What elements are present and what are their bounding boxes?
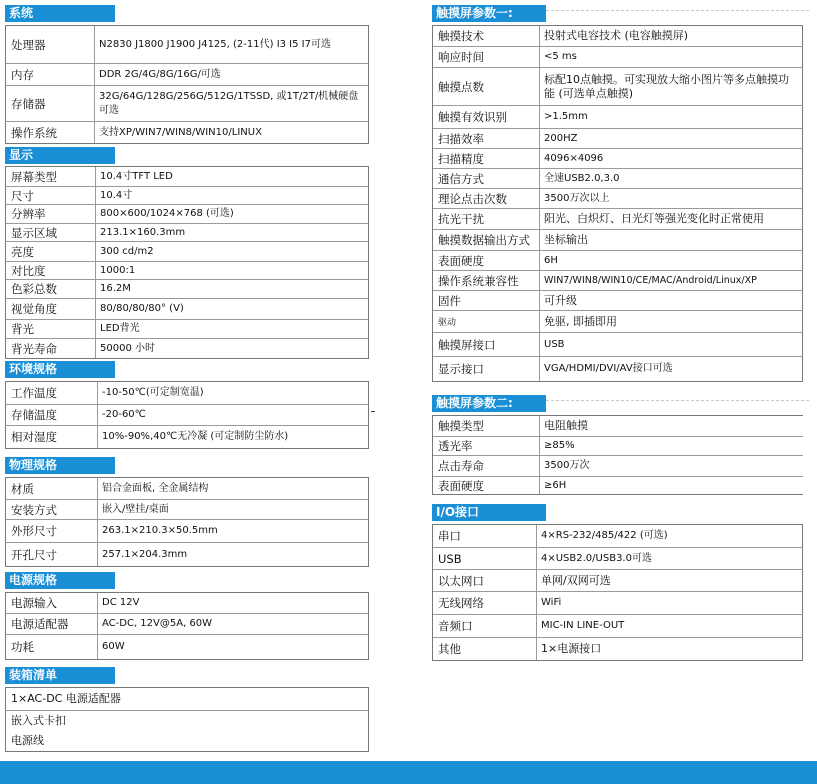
table-row [6,86,368,122]
spec-value: USB [544,338,565,350]
spec-key: 功耗 [6,635,98,659]
spec-value: 4×USB2.0/USB3.0可选 [541,552,652,564]
table-row [433,149,802,169]
spec-value: <5 ms [544,51,577,62]
table-row [6,500,368,520]
spec-value: 213.1×160.3mm [100,226,186,238]
spec-value: 16.2M [100,283,131,294]
spec-key: 显示区域 [6,224,96,241]
table-row [433,437,803,456]
table-row [6,122,368,143]
spec-value: 可升级 [544,293,577,307]
table-row [6,339,368,358]
spec-key: 背光 [6,320,96,338]
spec-key: 触摸类型 [433,416,540,436]
table-system [5,25,369,144]
table-row [6,320,368,339]
spec-value: ≥85% [544,440,575,451]
table-row [433,251,802,271]
table-touch1 [432,25,803,382]
spec-key: 通信方式 [433,169,540,188]
table-row [433,570,802,592]
table-row [6,242,368,262]
table-row [433,525,802,548]
spec-key: 触摸屏接口 [433,333,540,356]
section-title-touch2: 触摸屏参数二: [432,395,546,412]
table-display [5,166,369,359]
table-power [5,592,369,660]
spec-key: 触摸技术 [433,26,540,46]
spec-value: 1×电源接口 [541,642,602,655]
spec-value: -20-60℃ [102,409,146,420]
spec-key: 存储器 [6,86,95,121]
dashed-guide [546,10,809,11]
spec-key: 操作系统 [6,122,95,143]
spec-value: 1000:1 [100,264,136,276]
spec-value: 单网/双网可选 [541,573,611,587]
spec-key: 相对湿度 [6,426,98,448]
table-row [6,187,368,205]
table-row [433,189,802,209]
spec-value: 10.4寸TFT LED [100,170,173,182]
spec-value: 10.4寸 [100,189,133,201]
table-row [433,26,802,47]
spec-key: 表面硬度 [433,477,540,494]
table-row [6,299,368,320]
table-physical [5,477,369,567]
spec-value: 10%-90%,40℃无冷凝 (可定制防尘防水) [102,431,289,442]
spec-key: 固件 [433,291,540,310]
table-row [433,106,802,129]
spec-key: 音频口 [433,615,537,637]
table-row [433,357,802,381]
section-title-io: I/O接口 [432,504,546,521]
spec-key: 存储温度 [6,405,98,425]
spec-key: 安装方式 [6,500,98,519]
table-row [6,280,368,299]
spec-key: 尺寸 [6,187,96,204]
table-row [6,426,368,448]
table-row [433,47,802,68]
table-row [6,167,368,187]
spec-value: 257.1×204.3mm [102,548,188,560]
spec-value: 6H [544,254,558,266]
table-row [6,593,368,614]
spec-key: 串口 [433,525,537,547]
table-row [6,205,368,224]
spec-value: AC-DC, 12V@5A, 60W [102,618,213,629]
spec-value: >1.5mm [544,111,588,122]
spec-key: 内存 [6,64,95,85]
table-row [433,456,803,477]
spec-key: 显示接口 [433,357,540,381]
section-title-physical: 物理规格 [5,457,115,474]
section-title-system: 系统 [5,5,115,22]
table-row [6,26,368,64]
packing-item: 嵌入式卡扣 [11,714,66,727]
table-row [433,592,802,615]
spec-key: 色彩总数 [6,280,96,298]
spec-value: DC 12V [102,597,140,608]
table-packing [5,687,369,752]
spec-value: 4×RS-232/485/422 (可选) [541,530,668,541]
spec-key: 理论点击次数 [433,189,540,208]
section-title-packing: 装箱清单 [5,667,115,684]
packing-item: 1×AC-DC 电源适配器 [11,692,121,705]
divider-tick [371,411,375,412]
spec-value: 263.1×210.3×50.5mm [102,525,218,536]
spec-value: N2830 J1800 J1900 J4125, (2-11代) I3 I5 I7可选 [99,38,331,50]
table-row [6,543,368,566]
table-row [6,262,368,280]
table-row [6,520,368,543]
table-row [6,478,368,500]
spec-value: 800×600/1024×768 (可选) [100,208,234,219]
spec-value: -10-50℃(可定制宽温) [102,387,204,398]
spec-key: 屏幕类型 [6,167,96,186]
table-environment [5,381,369,449]
list-item [6,731,368,751]
section-title-power: 电源规格 [5,572,115,589]
table-row [6,635,368,659]
spec-value: VGA/HDMI/DVI/AV接口可选 [544,363,673,374]
footer-bar [0,761,817,784]
table-row [433,311,802,333]
spec-key: USB [433,548,537,569]
spec-key: 响应时间 [433,47,540,67]
spec-key: 无线网络 [433,592,537,614]
spec-value: 3500万次以上 [544,192,610,204]
spec-key: 抗光干扰 [433,209,540,229]
spec-key: 处理器 [6,26,95,63]
table-row [6,224,368,242]
spec-key: 视觉角度 [6,299,96,319]
spec-key: 扫描精度 [433,149,540,168]
spec-key: 扫描效率 [433,129,540,148]
spec-value: 32G/64G/128G/256G/512G/1TSSD, 或1T/2T/机械硬盘可选 [99,90,359,116]
spec-key: 透光率 [433,437,540,455]
spec-value: DDR 2G/4G/8G/16G/可选 [99,68,221,80]
spec-value: ≥6H [544,479,567,491]
table-row [433,638,802,660]
table-touch2 [432,415,803,495]
table-row [433,416,803,437]
table-row [6,405,368,426]
spec-key: 以太网口 [433,570,537,591]
table-row [433,209,802,230]
spec-key: 操作系统兼容性 [433,271,540,290]
spec-key: 驱动 [433,311,540,332]
packing-item: 电源线 [11,734,44,747]
table-row [433,129,802,149]
spec-key: 触摸点数 [433,68,540,105]
spec-key: 触摸有效识别 [433,106,540,128]
section-title-environment: 环境规格 [5,361,115,378]
spec-value: 铝合金面板, 全金属结构 [102,482,209,494]
spec-value: 电阻触摸 [544,419,588,432]
spec-value: 300 cd/m2 [100,245,154,257]
spec-key: 分辨率 [6,205,96,223]
spec-key: 外形尺寸 [6,520,98,542]
table-row [6,382,368,405]
table-row [6,64,368,86]
spec-value: 阳光、白炽灯、日光灯等强光变化时正常使用 [544,212,764,225]
spec-value: 投射式电容技术 (电容触摸屏) [544,29,689,42]
table-row [433,548,802,570]
spec-value: 坐标输出 [544,233,588,246]
spec-value: 200HZ [544,132,578,144]
spec-value: MIC-IN LINE-OUT [541,620,625,631]
spec-value: 50000 小时 [100,342,155,354]
spec-value: 60W [102,641,125,652]
table-row [433,477,803,494]
spec-key: 工作温度 [6,382,98,404]
section-title-touch1: 触摸屏参数一: [432,5,546,22]
table-row [433,615,802,638]
spec-key: 点击寿命 [433,456,540,476]
list-item [6,688,368,711]
table-row [433,291,802,311]
table-row [433,333,802,357]
table-row [433,169,802,189]
spec-value: WIN7/WIN8/WIN10/CE/MAC/Android/Linux/XP [544,274,757,286]
spec-key: 其他 [433,638,537,660]
spec-key: 触摸数据输出方式 [433,230,540,250]
table-row [433,271,802,291]
list-item [6,711,368,731]
section-title-display: 显示 [5,147,115,164]
spec-value: 标配10点触摸。可实现放大缩小图片等多点触摸功能 (可选单点触摸) [544,72,789,100]
spec-value: 全速USB2.0,3.0 [544,172,620,184]
spec-value: 免驱, 即插即用 [544,314,617,328]
spec-key: 开孔尺寸 [6,543,98,566]
spec-key: 电源适配器 [6,614,98,634]
table-row [433,68,802,106]
spec-value: 支持XP/WIN7/WIN8/WIN10/LINUX [99,126,262,138]
spec-key: 对比度 [6,262,96,279]
dashed-guide [546,400,809,401]
spec-key: 表面硬度 [433,251,540,270]
spec-value: LED背光 [100,323,140,334]
spec-value: 80/80/80/80° (V) [100,303,184,314]
table-row [433,230,802,251]
spec-key: 亮度 [6,242,96,261]
spec-key: 材质 [6,478,98,499]
spec-key: 电源输入 [6,593,98,613]
table-row [6,614,368,635]
spec-value: 嵌入/壁挂/桌面 [102,503,169,515]
spec-key: 背光寿命 [6,339,96,358]
spec-value: WiFi [541,597,562,608]
spec-value: 4096×4096 [544,152,604,164]
table-io [432,524,803,661]
spec-value: 3500万次 [544,460,590,471]
